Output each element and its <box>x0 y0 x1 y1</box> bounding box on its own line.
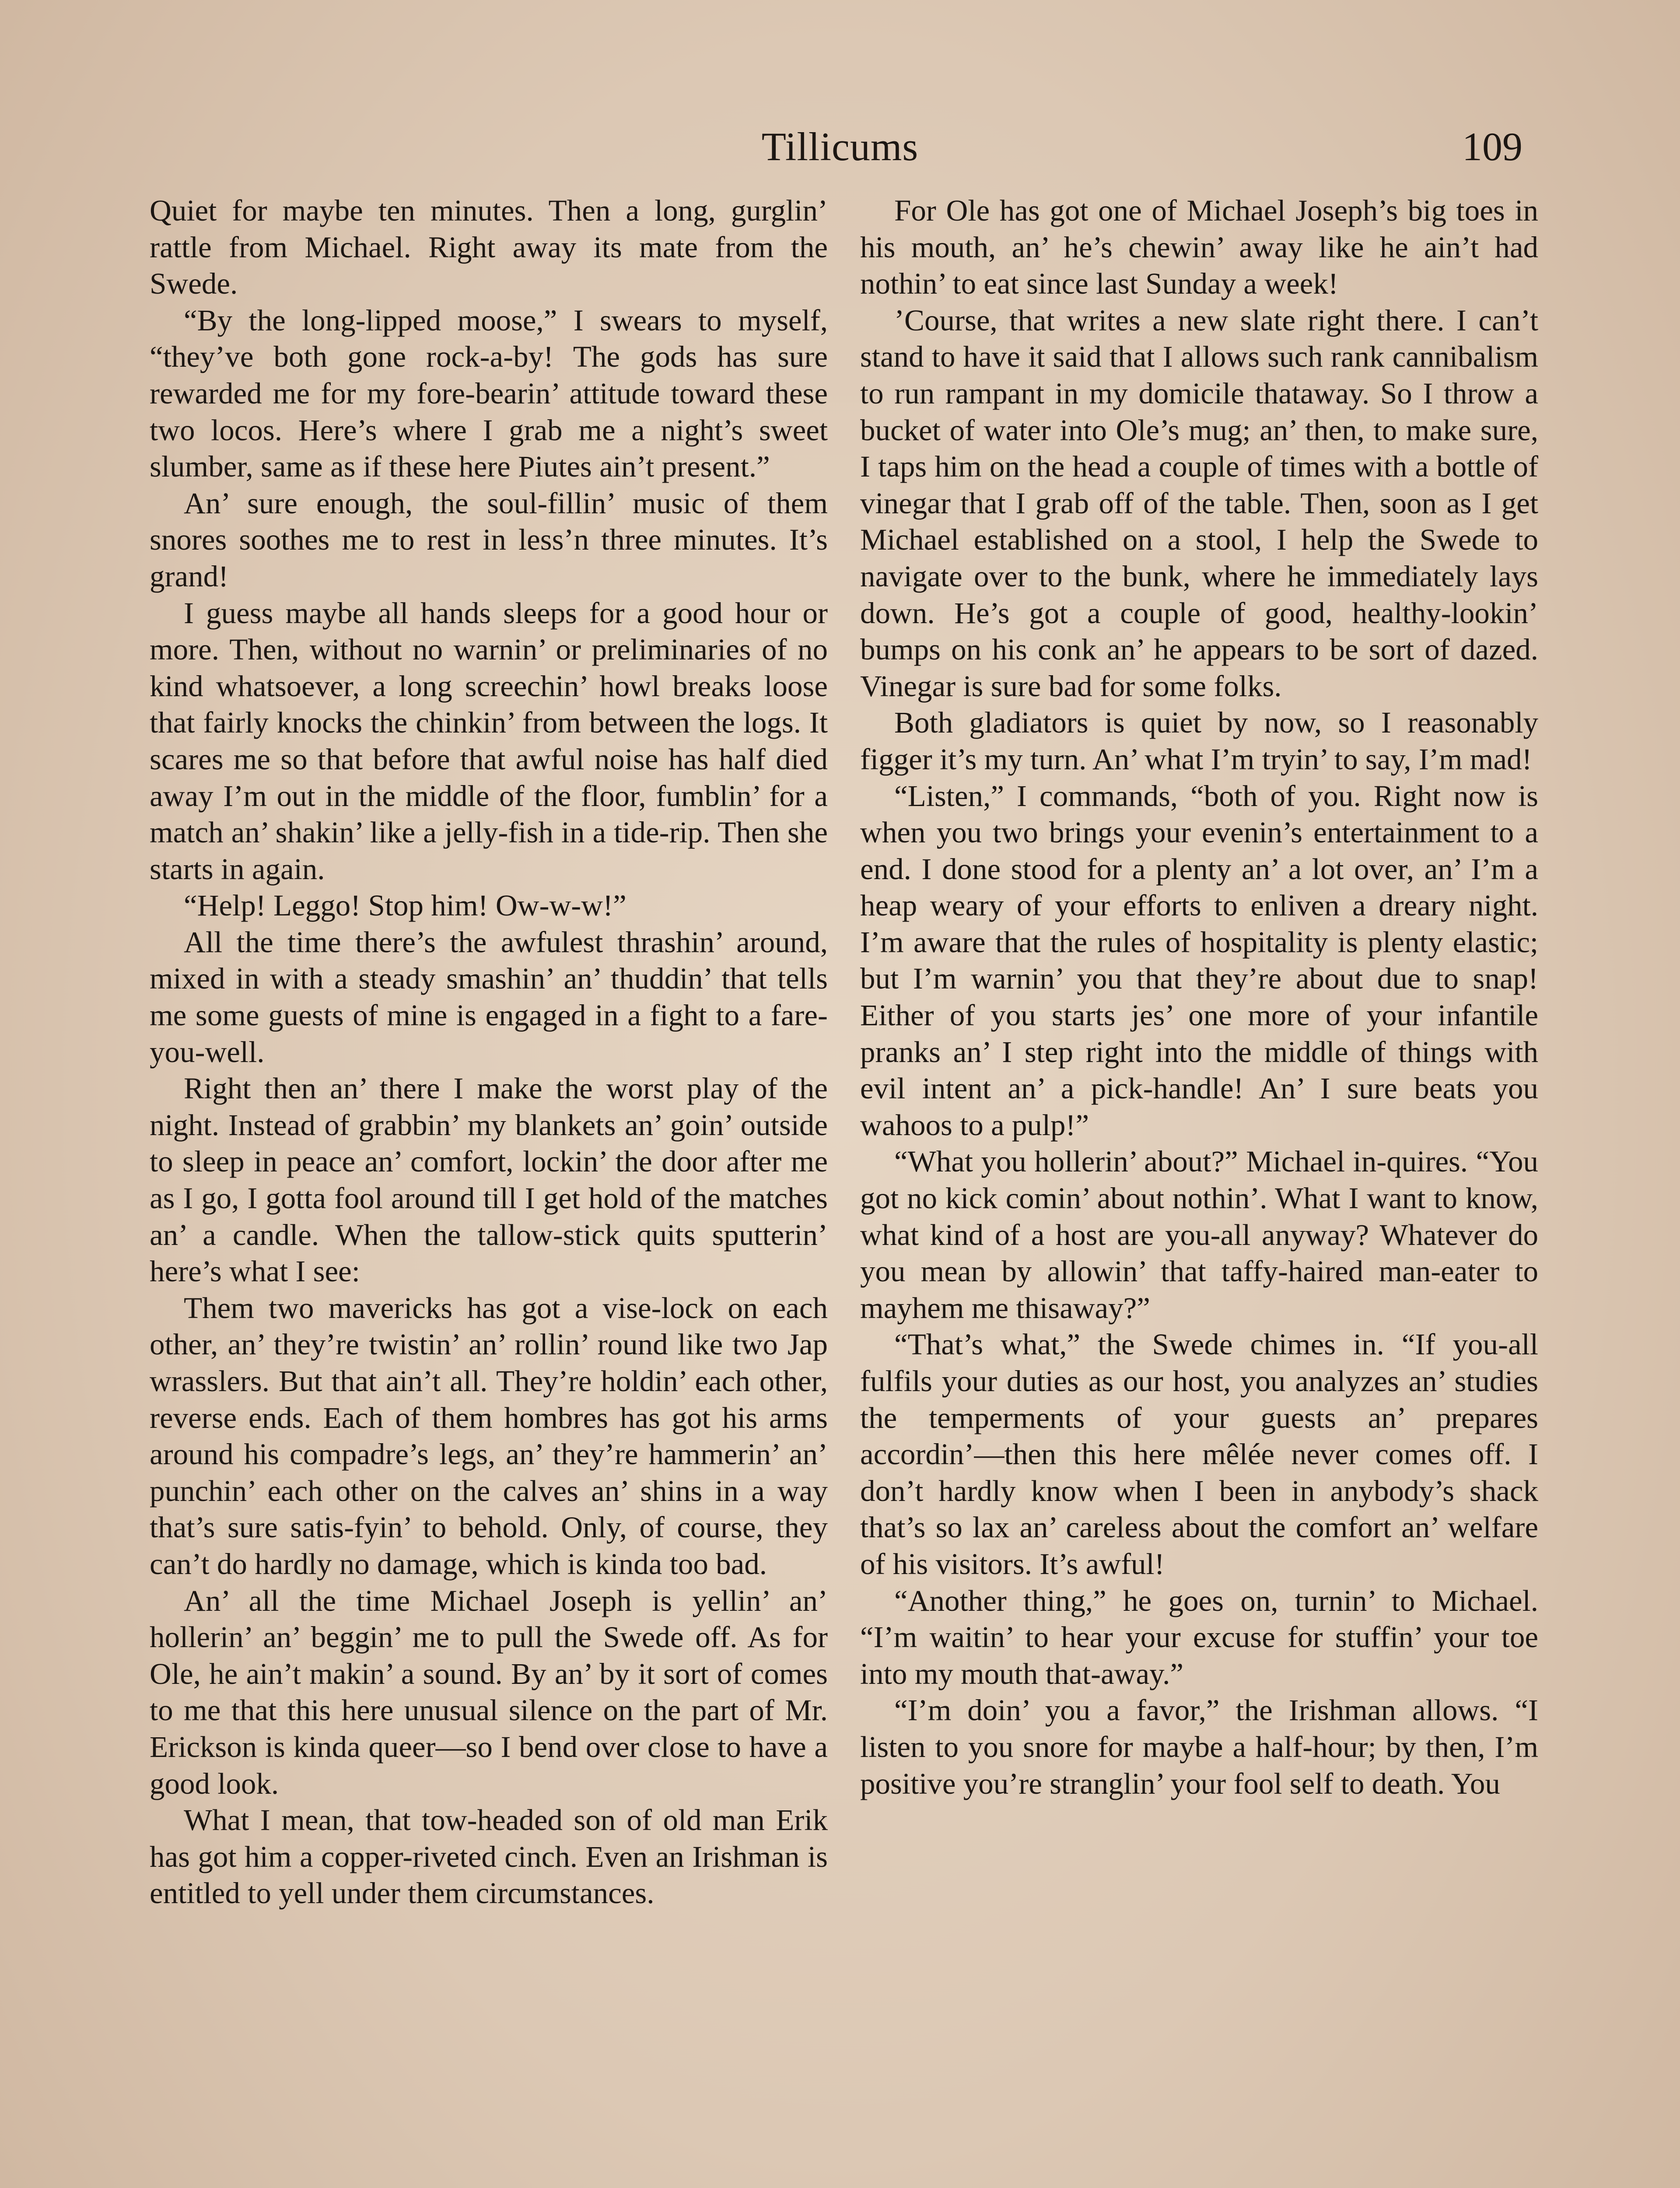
paragraph: “What you hollerin’ about?” Michael in-quires. “You got no kick comin’ about nothin’. What I want to know, what kind of a host are you-all anyway? Whatever do you mean by allowin’ that taffy-haired man-eater to mayhem me thisaway?” <box>860 1145 1538 1325</box>
paragraph: For Ole has got one of Michael Joseph’s big toes in his mouth, an’ he’s chewin’ away like he ain’t had nothin’ to eat since last Sunday a week! <box>860 194 1538 301</box>
paragraph: “I’m doin’ you a favor,” the Irishman allows. “I listen to you snore for maybe a half-hour; by then, I’m positive you’re stranglin’ your fool self to death. You <box>860 1694 1538 1800</box>
paragraph: All the time there’s the awfulest thrashin’ around, mixed in with a steady smashin’ an’ thuddin’ that tells me some guests of mine is engaged in a fight to a fare-you-well. <box>150 925 828 1069</box>
paragraph: An’ sure enough, the soul-fillin’ music of them snores soothes me to rest in less’n three minutes. It’s grand! <box>150 486 828 593</box>
paragraph: Quiet for maybe ten minutes. Then a long, gurglin’ rattle from Michael. Right away its mate from the Swede. <box>150 194 828 301</box>
paragraph: Both gladiators is quiet by now, so I reasonably figger it’s my turn. An’ what I’m tryin’ to say, I’m mad! <box>860 706 1538 776</box>
paragraph: Them two mavericks has got a vise-lock on each other, an’ they’re twistin’ an’ rollin’ round like two Jap wrasslers. But that ain’t all. They’re holdin’ each other, reverse ends. Each of them hombres has got his arms around his compadre’s legs, an’ they’re hammerin’ an’ punchin’ each other on the calves an’ shins in a way that’s sure satis-fyin’ to behold. Only, of course, they can’t do hardly no damage, which is kinda too bad. <box>150 1291 828 1581</box>
paragraph: ’Course, that writes a new slate right there. I can’t stand to have it said that I allows such rank cannibalism to run rampant in my domicile thataway. So I throw a bucket of water into Ole’s mug; an’ then, to make sure, I taps him on the head a couple of times with a bottle of vinegar that I grab off of the table. Then, soon as I get Michael established on a stool, I help the Swede to navigate over to the bunk, where he immediately lays down. He’s got a couple of good, healthy-lookin’ bumps on his conk an’ he appears to be sort of dazed. Vinegar is sure bad for some folks. <box>860 303 1538 703</box>
paragraph: “Another thing,” he goes on, turnin’ to Michael. “I’m waitin’ to hear your excuse for stuffin’ your toe into my mouth that-away.” <box>860 1584 1538 1690</box>
text-column-right <box>860 193 1538 1802</box>
paragraph: Right then an’ there I make the worst play of the night. Instead of grabbin’ my blankets an’ goin’ outside to sleep in peace an’ comfort, lockin’ the door after me as I go, I gotta fool around till I get hold of the matches an’ a candle. When the tallow-stick quits sputterin’ here’s what I see: <box>150 1072 828 1288</box>
page-header <box>149 118 1531 175</box>
paragraph: What I mean, that tow-headed son of old man Erik has got him a copper-riveted cinch. Even an Irishman is entitled to yell under them circumstances. <box>150 1803 828 1910</box>
paragraph: “Listen,” I commands, “both of you. Right now is when you two brings your evenin’s entertainment to a end. I done stood for a plenty an’ a lot over, an’ I’m a heap weary of your efforts to enliven a dreary night. I’m aware that the rules of hospitality is plenty elastic; but I’m warnin’ you that they’re about due to snap! Either of you starts jes’ one more of your infantile pranks an’ I step right into the middle of things with evil intent an’ a pick-handle! An’ I sure beats you wahoos to a pulp!” <box>860 779 1538 1142</box>
page-number: 109 <box>1462 124 1522 169</box>
paragraph: I guess maybe all hands sleeps for a good hour or more. Then, without no warnin’ or preliminaries of no kind whatsoever, a long screechin’ howl breaks loose that fairly knocks the chinkin’ from between the logs. It scares me so that before that awful noise has half died away I’m out in the middle of the floor, fumblin’ for a match an’ shakin’ like a jelly-fish in a tide-rip. Then she starts in again. <box>150 596 828 886</box>
paragraph: An’ all the time Michael Joseph is yellin’ an’ hollerin’ an’ beggin’ me to pull the Swede off. As for Ole, he ain’t makin’ a sound. By an’ by it sort of comes to me that this here unusual silence on the part of Mr. Erickson is kinda queer—so I bend over close to have a good look. <box>150 1584 828 1800</box>
running-title: Tillicums <box>761 124 919 169</box>
paragraph: “By the long-lipped moose,” I swears to myself, “they’ve both gone rock-a-by! The gods has sure rewarded me for my fore-bearin’ attitude toward these two locos. Here’s where I grab me a night’s sweet slumber, same as if these here Piutes ain’t present.” <box>150 303 828 484</box>
text-column-left <box>150 193 828 1912</box>
paragraph: “Help! Leggo! Stop him! Ow-w-w!” <box>184 889 626 922</box>
paragraph: “That’s what,” the Swede chimes in. “If you-all fulfils your duties as our host, you analyzes an’ studies the temperments of your guests an’ prepares accordin’—then this here mêlée never comes off. I don’t hardly know when I been in anybody’s shack that’s so lax an’ careless about the comfort an’ welfare of his visitors. It’s awful! <box>860 1328 1538 1581</box>
